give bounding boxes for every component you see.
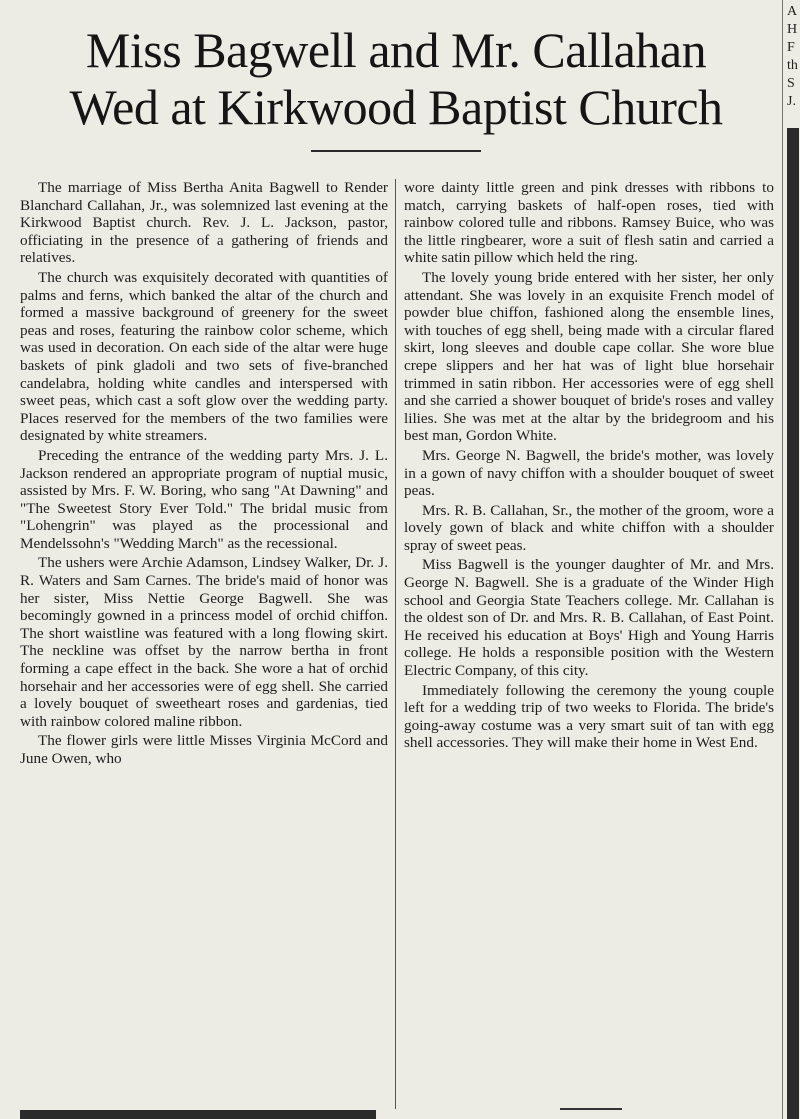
right-column xyxy=(404,179,774,1109)
end-rule xyxy=(560,1108,622,1110)
paragraph: Miss Bagwell is the younger daughter of Mr. and Mrs. George N. Bagwell. She is a graduate of the Winder High school and Georgia State Teachers college. Mr. Callahan is the oldest son of Dr. and Mrs. R. B. Callahan, of East Point. He received his education at Boys' High and Young Harris college. He holds a responsible position with the Western Electric Company, of this city. xyxy=(404,556,774,680)
paragraph: The marriage of Miss Bertha Anita Bagwell to Render Blanchard Callahan, Jr., was solemnized last evening at the Kirkwood Baptist church. Rev. J. L. Jackson, pastor, officiating in the presence of a gathering of friends and relatives. xyxy=(20,179,388,267)
paragraph: The flower girls were little Misses Virginia McCord and June Owen, who xyxy=(20,732,388,767)
headline-rule xyxy=(311,150,481,152)
column-divider xyxy=(395,179,396,1109)
paragraph: Immediately following the ceremony the young couple left for a wedding trip of two weeks to Florida. The bride's going-away costume was a very smart suit of tan with egg shell accessories. They will make their home in West End. xyxy=(404,681,774,752)
paragraph: Mrs. George N. Bagwell, the bride's mother, was lovely in a gown of navy chiffon with a shoulder bouquet of sweet peas. xyxy=(404,446,774,500)
adjacent-fragment: th xyxy=(787,58,798,73)
adjacent-fragment: F xyxy=(787,40,795,55)
paragraph: The ushers were Archie Adamson, Lindsey Walker, Dr. J. R. Waters and Sam Carnes. The bride's maid of honor was her sister, Miss Nettie George Bagwell. She was becomingly gowned in a princess model of orchid chiffon. The short waistline was featured with a long flowing skirt. The neckline was offset by the narrow bertha in front forming a cape effect in the back. She wore a hat of orchid horsehair and her accessories were of egg shell. She carried a lovely bouquet of sweetheart roses and gardenias, tied with rainbow colored maline ribbon. xyxy=(20,554,388,730)
adjacent-clipping xyxy=(782,0,800,1119)
paragraph: The lovely young bride entered with her sister, her only attendant. She was lovely in an exquisite French model of powder blue chiffon, fashioned along the ensemble lines, with touches of egg shell, being made with a circular flared skirt, long sleeves and double cape collar. She wore blue crepe slippers and her hat was of light blue horsehair trimmed in satin ribbon. Her accessories were of egg shell and she carried a shower bouquet of bride's roses and valley lilies. She was met at the altar by the bridegroom and his best man, Gordon White. xyxy=(404,268,774,445)
paragraph: Mrs. R. B. Callahan, Sr., the mother of the groom, wore a lovely gown of black and white chiffon with a shoulder spray of sweet peas. xyxy=(404,501,774,554)
headline-line-1: Miss Bagwell and Mr. Callahan xyxy=(85,22,707,78)
paragraph: Preceding the entrance of the wedding party Mrs. J. L. Jackson rendered an appropriate program of nuptial music, assisted by Mrs. F. W. Boring, who sang "At Dawning" and "The Sweetest Story Ever Told." The bridal music from "Lohengrin" was played as the processional and Mendelssohn's "Wedding March" as the recessional. xyxy=(20,446,388,552)
newspaper-clipping xyxy=(14,8,778,1113)
adjacent-fragment: J. xyxy=(787,94,796,109)
adjacent-dark-border xyxy=(787,128,799,1119)
adjacent-fragment: H xyxy=(787,22,798,37)
headline-line-2: Wed at Kirkwood Baptist Church xyxy=(69,79,723,135)
adjacent-fragment: A xyxy=(787,4,798,19)
article-body xyxy=(14,179,778,1109)
paragraph-continuation: wore dainty little green and pink dresses with ribbons to match, carrying baskets of half-open roses, tied with rainbow colored tulle and ribbons. Ramsey Buice, who was the little ringbearer, wore a suit of flesh satin and carried a white satin pillow which held the ring. xyxy=(404,179,774,267)
bottom-border-bar xyxy=(20,1110,376,1119)
paragraph: The church was exquisitely decorated with quantities of palms and ferns, which banked the altar of the church and formed a massive background of greenery for the sweet peas and roses, featuring the rainbow color scheme, which was used in decoration. On each side of the altar were huge baskets of pink gladoli and two sets of five-branched candelabra, holding white candles and interspersed with sweet peas, which cast a soft glow over the wedding party. Places reserved for the members of the two families were designated by white streamers. xyxy=(20,268,388,445)
left-column xyxy=(20,179,388,1109)
adjacent-fragment: S xyxy=(787,76,795,91)
headline xyxy=(14,22,778,136)
